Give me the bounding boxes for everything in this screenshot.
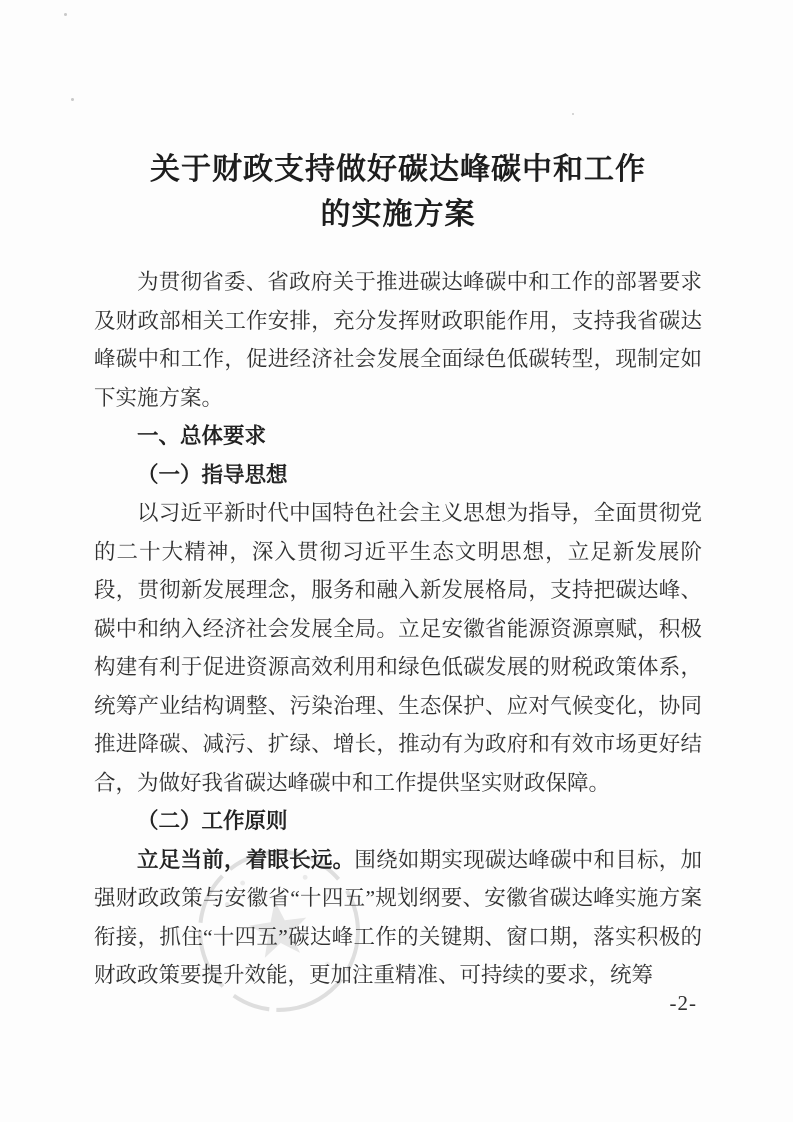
page-number: -2- xyxy=(669,991,697,1015)
document-title-line-2: 的实施方案 xyxy=(320,198,476,231)
intro-paragraph: 为贯彻省委、省政府关于推进碳达峰碳中和工作的部署要求及财政部相关工作安排，充分发挥财政职能作用，支持我省碳达峰碳中和工作，促进经济社会发展全面绿色低碳转型，现制定如下实施方案。 xyxy=(94,270,702,410)
work-principles-lead-bold: 立足当前，着眼长远。 xyxy=(137,847,355,872)
document-title xyxy=(94,147,702,237)
work-principles-text: 围绕如期实现碳达峰碳中和目标，加强财政政策与安徽省“十四五”规划纲要、安徽省碳达峰实施方案衔接，抓住“十四五”碳达峰工作的关键期、窗口期，落实积极的财政政策要提升效能，更加注重精准、可持续的要求，统筹 xyxy=(94,847,702,987)
section-heading-overall-requirements: 一、总体要求 xyxy=(137,424,267,448)
work-principles-paragraph xyxy=(94,841,702,995)
document-body xyxy=(94,263,702,995)
scan-speck xyxy=(64,13,67,16)
scan-speck xyxy=(572,113,574,115)
scan-speck xyxy=(71,98,74,101)
document-content xyxy=(94,147,702,995)
document-title-line-1: 关于财政支持做好碳达峰碳中和工作 xyxy=(150,153,646,186)
subsection-heading-work-principles: （二）工作原则 xyxy=(137,809,288,833)
guiding-ideology-paragraph: 以习近平新时代中国特色社会主义思想为指导，全面贯彻党的二十大精神，深入贯彻习近平生态文明思想，立足新发展阶段，贯彻新发展理念，服务和融入新发展格局，支持把碳达峰、碳中和纳入经济社会发展全局。立足安徽省能源资源禀赋，积极构建有利于促进资源高效利用和绿色低碳发展的财税政策体系，统筹产业结构调整、污染治理、生态保护、应对气候变化，协同推进降碳、减污、扩绿、增长，推动有为政府和有效市场更好结合，为做好我省碳达峰碳中和工作提供坚实财政保障。 xyxy=(94,501,702,795)
subsection-heading-guiding-ideology: （一）指导思想 xyxy=(137,462,288,487)
